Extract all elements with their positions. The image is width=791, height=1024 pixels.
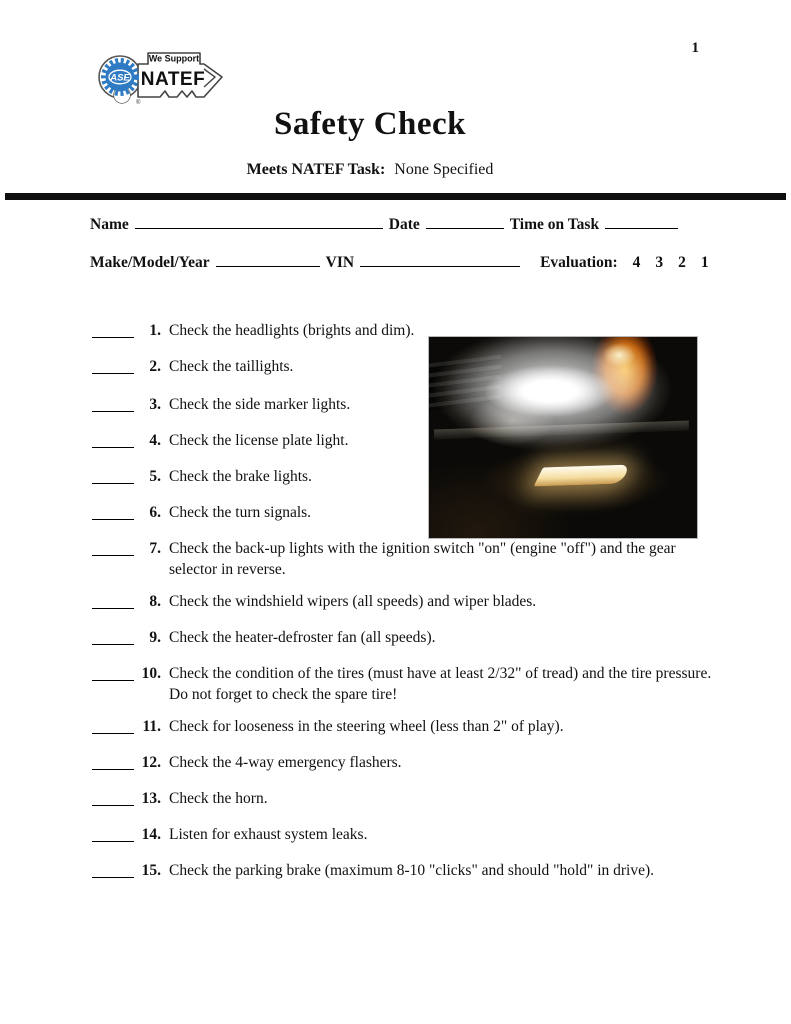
item-number: 13. xyxy=(141,790,161,807)
evaluation-group xyxy=(540,254,709,271)
headlight-glow xyxy=(429,337,697,538)
item-text: Check for looseness in the steering wheel (less than 2" of play). xyxy=(169,718,564,735)
checklist-item xyxy=(92,627,712,648)
natef-text: NATEF xyxy=(140,69,206,90)
registered-mark: ® xyxy=(136,100,141,106)
make-model-year-label: Make/Model/Year xyxy=(90,254,210,271)
checklist-item xyxy=(92,716,712,737)
we-support-text: We Support xyxy=(148,53,200,64)
item-text: Check the parking brake (maximum 8-10 "clicks" and should "hold" in drive). xyxy=(169,862,655,879)
item-text: Check the side marker lights. xyxy=(169,396,351,413)
vin-blank-line xyxy=(360,252,520,267)
checklist-item xyxy=(92,752,712,773)
vin-label: VIN xyxy=(325,254,355,271)
score-blank-line xyxy=(92,356,134,374)
checklist-item xyxy=(92,860,712,881)
item-number: 3. xyxy=(149,396,161,413)
item-text: Listen for exhaust system leaks. xyxy=(169,826,368,843)
natef-logo xyxy=(92,44,224,106)
evaluation-value-4: 4 xyxy=(632,254,641,271)
checklist-item xyxy=(92,663,719,705)
item-number: 4. xyxy=(149,432,161,449)
divider-rule xyxy=(5,193,786,200)
fog-light xyxy=(533,464,630,486)
item-number: 8. xyxy=(149,593,161,610)
score-blank-line xyxy=(92,502,134,520)
score-blank-line xyxy=(92,752,134,770)
natef-key-icon xyxy=(92,44,224,106)
headlights-photo xyxy=(428,336,698,539)
evaluation-value-1: 1 xyxy=(700,254,709,271)
checklist-item xyxy=(92,591,712,612)
score-blank-line xyxy=(92,591,134,609)
item-number: 5. xyxy=(149,468,161,485)
score-blank-line xyxy=(92,860,134,878)
checklist-item xyxy=(92,788,712,809)
score-blank-line xyxy=(92,788,134,806)
score-blank-line xyxy=(92,627,134,645)
form-row-identity xyxy=(90,214,751,234)
item-text: Check the 4-way emergency flashers. xyxy=(169,754,402,771)
subtitle xyxy=(0,161,740,179)
time-on-task-label: Time on Task xyxy=(509,216,600,233)
score-blank-line xyxy=(92,824,134,842)
score-blank-line xyxy=(92,394,134,412)
date-label: Date xyxy=(388,216,420,233)
item-text: Check the license plate light. xyxy=(169,432,349,449)
item-text: Check the taillights. xyxy=(169,358,294,375)
make-model-year-blank-line xyxy=(216,252,320,267)
item-number: 1. xyxy=(149,322,161,339)
time-on-task-blank-line xyxy=(605,214,678,229)
evaluation-label: Evaluation: xyxy=(540,254,618,271)
ase-text: ASE xyxy=(110,72,130,84)
score-blank-line xyxy=(92,320,134,338)
meets-natef-task-value: None Specified xyxy=(394,161,494,178)
item-number: 2. xyxy=(149,358,161,375)
page-title: Safety Check xyxy=(273,106,467,142)
item-text: Check the windshield wipers (all speeds) and wiper blades. xyxy=(169,593,537,610)
score-blank-line xyxy=(92,430,134,448)
item-number: 12. xyxy=(141,754,161,771)
item-text: Check the headlights (brights and dim). xyxy=(169,322,415,339)
item-number: 15. xyxy=(141,862,161,879)
score-blank-line xyxy=(92,716,134,734)
checklist-item xyxy=(92,824,712,845)
item-number: 10. xyxy=(141,665,161,682)
item-number: 11. xyxy=(142,718,161,735)
item-number: 9. xyxy=(149,629,161,646)
item-text: Check the horn. xyxy=(169,790,268,807)
evaluation-value-3: 3 xyxy=(655,254,664,271)
item-text: Check the turn signals. xyxy=(169,504,312,521)
item-text: Check the heater-defroster fan (all speeds). xyxy=(169,629,436,646)
item-text: Check the back-up lights with the ignition switch "on" (engine "off") and the gear selector in reverse. xyxy=(169,540,680,578)
score-blank-line xyxy=(92,466,134,484)
form-row-vehicle xyxy=(90,252,751,272)
item-number: 6. xyxy=(149,504,161,521)
meets-natef-task-label: Meets NATEF Task: xyxy=(246,161,386,178)
date-blank-line xyxy=(426,214,504,229)
evaluation-value-2: 2 xyxy=(678,254,686,271)
item-text: Check the brake lights. xyxy=(169,468,312,485)
page-number: 1 xyxy=(691,40,699,56)
item-number: 14. xyxy=(141,826,161,843)
name-label: Name xyxy=(90,216,129,233)
score-blank-line xyxy=(92,663,134,681)
name-blank-line xyxy=(135,214,383,229)
item-number: 7. xyxy=(149,540,161,557)
score-blank-line xyxy=(92,538,134,556)
item-text: Check the condition of the tires (must have at least 2/32" of tread) and the tire pressure. Do not forget to check the spare tire! xyxy=(169,665,719,703)
checklist-item xyxy=(92,538,712,580)
